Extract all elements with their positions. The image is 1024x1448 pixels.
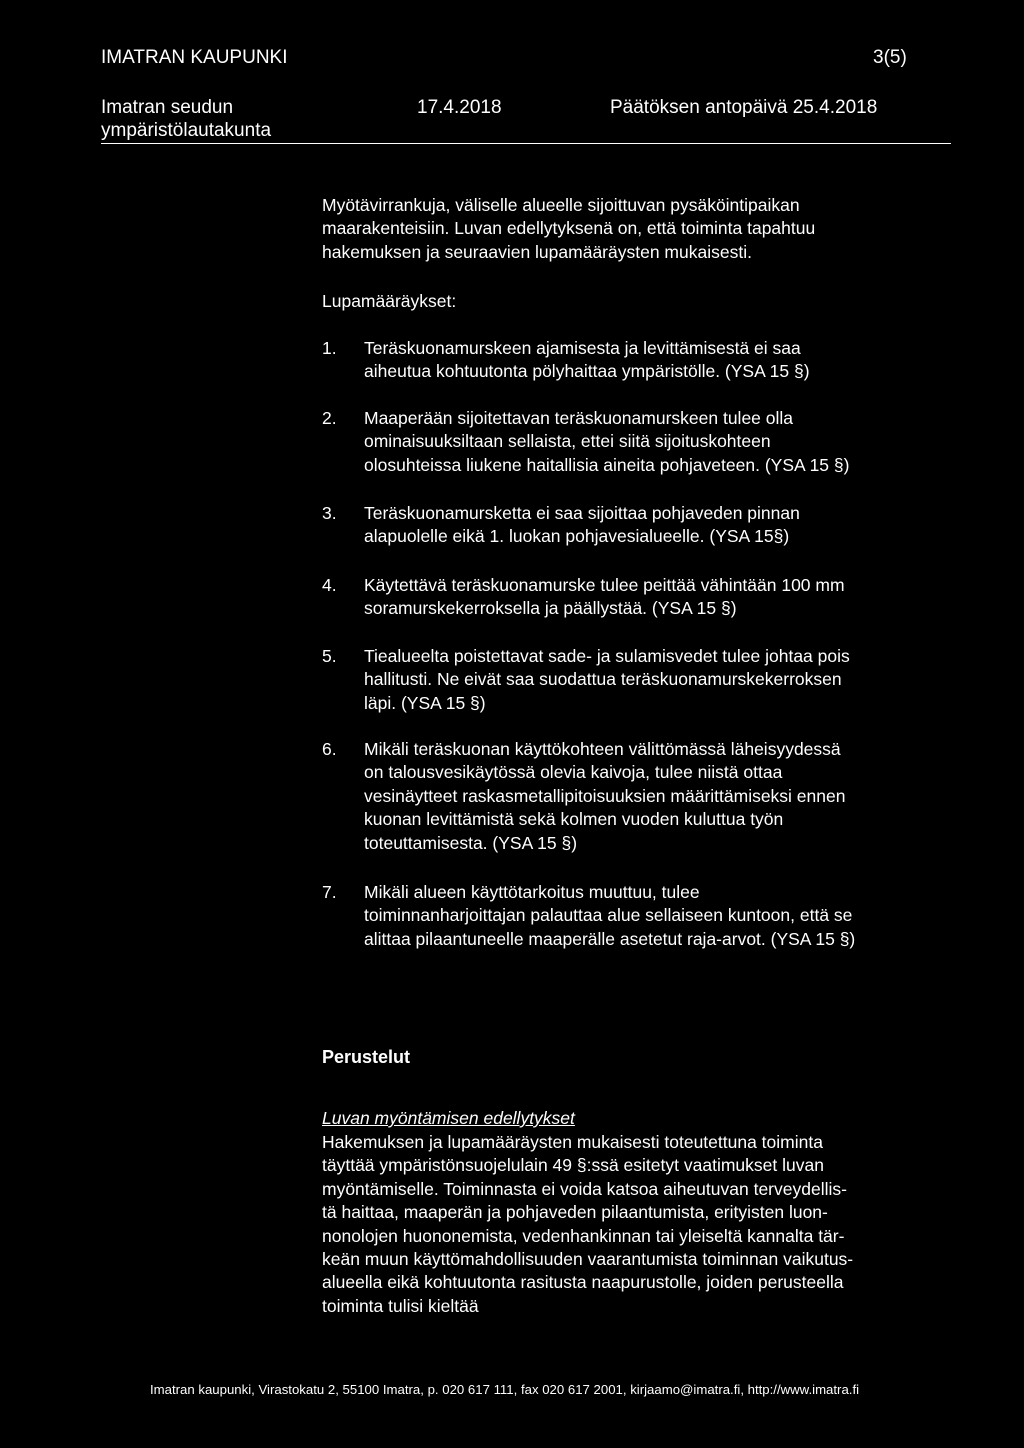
conditions-heading: Lupamääräykset: <box>322 291 457 311</box>
decision-date: Päätöksen antopäivä 25.4.2018 <box>610 97 878 118</box>
condition-line: toteuttamisesta. (YSA 15 §) <box>364 832 578 853</box>
condition-line: alittaa pilaantuneelle maaperälle asetetut raja-arvot. (YSA 15 §) <box>364 928 856 949</box>
condition-line: hallitusti. Ne eivät saa suodattua teräskuonamurskekerroksen <box>364 669 842 690</box>
condition-line: olosuhteissa liukene haitallisia aineita pohjaveteen. (YSA 15 §) <box>364 454 850 475</box>
condition-line: Tiealueelta poistettavat sade- ja sulamisvedet tulee johtaa pois <box>364 646 850 666</box>
page-number: 3(5) <box>873 47 907 68</box>
condition-line: Maaperään sijoitettavan teräskuonamurskeen tulee olla <box>364 408 794 428</box>
rationale-line: täyttää ympäristönsuojelulain 49 §:ssä esitetyt vaatimukset luvan <box>322 1155 824 1176</box>
condition-line: Teräskuonamurskeen ajamisesta ja levittämisestä ei saa <box>364 338 801 358</box>
condition-line: aiheutua kohtuutonta pölyhaittaa ympäristölle. (YSA 15 §) <box>364 361 810 382</box>
condition-number: 2. <box>322 408 337 428</box>
condition-line: kuonan levittämistä sekä kolmen vuoden kuluttua työn <box>364 809 784 830</box>
condition-number: 4. <box>322 575 337 595</box>
condition-line: ominaisuuksiltaan sellaista, ettei siitä sijoituskohteen <box>364 431 771 452</box>
condition-line: vesinäytteet raskasmetallipitoisuuksien määrittämiseksi ennen <box>364 785 846 806</box>
rationale-line: alueella eikä kohtuutonta rasitusta naapurustolle, joiden perusteella <box>322 1272 844 1293</box>
footer-contact: Imatran kaupunki, Virastokatu 2, 55100 Imatra, p. 020 617 111, fax 020 617 2001, kirjaamo@imatra.fi, http://www.imatra.fi <box>150 1382 860 1397</box>
rationale-line: myöntämiselle. Toiminnasta ei voida katsoa aiheutuvan terveydellis- <box>322 1178 847 1199</box>
condition-number: 6. <box>322 739 337 759</box>
rationale-line: tä haittaa, maaperän ja pohjaveden pilaantumista, erityisten luon- <box>322 1202 828 1223</box>
intro-line: maarakenteisiin. Luvan edellytyksenä on, että toiminta tapahtuu <box>322 218 816 239</box>
condition-line: Teräskuonamursketta ei saa sijoittaa pohjaveden pinnan <box>364 503 800 523</box>
condition-line: on talousvesikäytössä olevia kaivoja, tulee niistä ottaa <box>364 762 783 783</box>
rationale-line: nonolojen huononemista, vedenhankinnan tai yleiseltä kannalta tär- <box>322 1225 845 1246</box>
board-name-line1: Imatran seudun <box>101 97 234 118</box>
condition-line: soramurskekerroksella ja päällystää. (YSA 15 §) <box>364 598 737 619</box>
intro-line: Myötävirrankuja, väliselle alueelle sijoittuvan pysäköintipaikan <box>322 195 800 215</box>
rationale-line: Hakemuksen ja lupamääräysten mukaisesti toteutettuna toiminta <box>322 1132 823 1152</box>
condition-number: 1. <box>322 338 337 358</box>
meeting-date: 17.4.2018 <box>417 97 502 118</box>
condition-line: Käytettävä teräskuonamurske tulee peittää vähintään 100 mm <box>364 575 845 595</box>
condition-line: toiminnanharjoittajan palauttaa alue sellaiseen kuntoon, että se <box>364 905 853 926</box>
rationale-subheading: Luvan myöntämisen edellytykset <box>322 1108 575 1128</box>
board-name-line2: ympäristölautakunta <box>101 120 272 141</box>
condition-number: 7. <box>322 882 337 902</box>
organization-name: IMATRAN KAUPUNKI <box>101 47 288 68</box>
intro-paragraph <box>322 194 962 264</box>
rationale-paragraph <box>322 1131 962 1318</box>
rationale-line: keän muun käyttömahdollisuuden vaarantumista toiminnan vaikutus- <box>322 1249 854 1270</box>
rationale-heading: Perustelut <box>322 1047 411 1067</box>
condition-line: läpi. (YSA 15 §) <box>364 692 486 713</box>
condition-number: 3. <box>322 503 337 523</box>
header-divider <box>101 143 951 144</box>
rationale-line: toiminta tulisi kieltää <box>322 1295 479 1316</box>
condition-line: alapuolelle eikä 1. luokan pohjavesialueelle. (YSA 15§) <box>364 526 790 547</box>
intro-line: hakemuksen ja seuraavien lupamääräysten mukaisesti. <box>322 241 752 262</box>
condition-line: Mikäli alueen käyttötarkoitus muuttuu, tulee <box>364 882 700 902</box>
condition-number: 5. <box>322 646 337 666</box>
condition-line: Mikäli teräskuonan käyttökohteen välittömässä läheisyydessä <box>364 739 841 759</box>
